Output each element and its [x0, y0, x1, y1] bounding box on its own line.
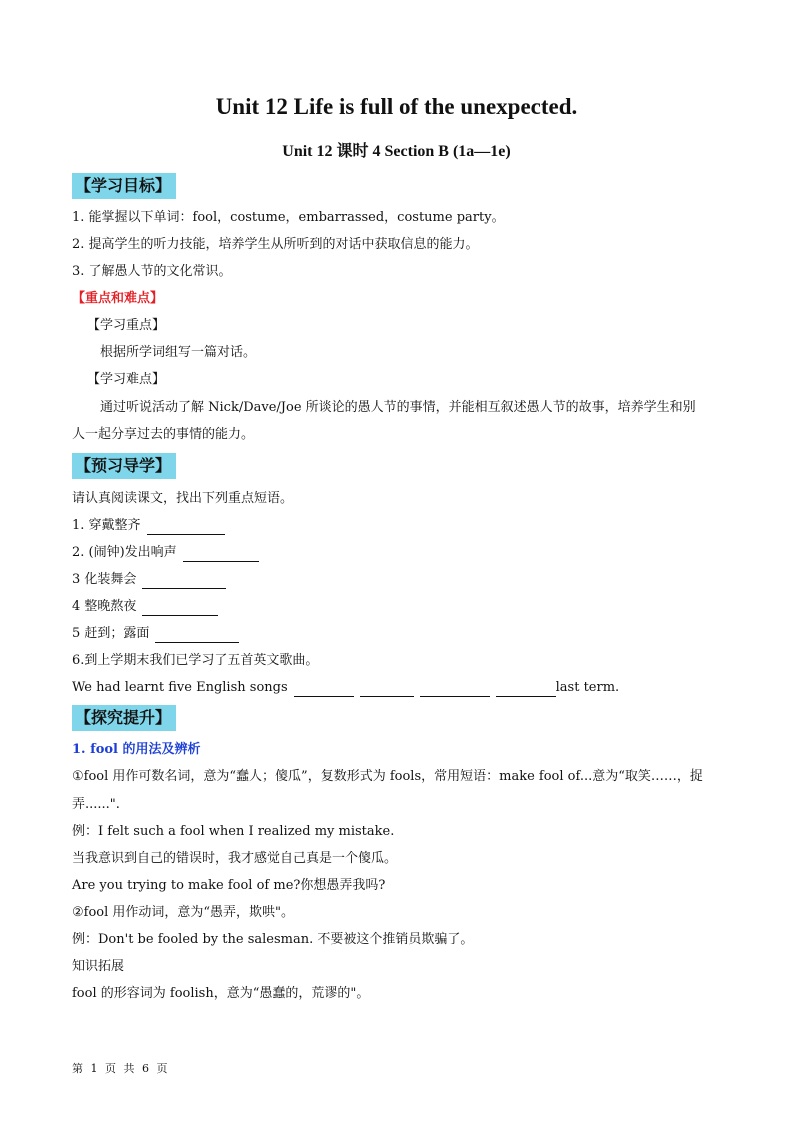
difficulty-text: 通过听说活动了解 Nick/Dave/Joe 所谈论的愚人节的事情，并能相互叙述愚人节的故事，培养学生和别 — [100, 400, 696, 415]
section-heading-preview: 【预习导学】 — [72, 453, 176, 479]
preview-item-text: 5 赶到；露面 — [72, 626, 150, 641]
page-footer: 第 1 页 共 6 页 — [72, 1062, 170, 1075]
answer-blank[interactable] — [183, 548, 259, 562]
answer-blank[interactable] — [142, 602, 218, 616]
point-title: 1. fool 的用法及辨析 — [72, 742, 201, 757]
goal-item: 1. 能掌握以下单词：fool，costume，embarrassed，costume party。 — [72, 210, 505, 225]
document-subtitle: Unit 12 课时 4 Section B (1a—1e) — [282, 143, 511, 160]
explore-line: ②fool 用作动词，意为“愚弄，欺哄"。 — [72, 905, 295, 920]
section-heading-key-points: 【重点和难点】 — [72, 291, 164, 306]
explore-line: 弄......". — [72, 797, 120, 812]
explore-line: 例：Don't be fooled by the salesman. 不要被这个推销员欺骗了。 — [72, 932, 474, 947]
sentence-end: last term. — [555, 680, 620, 695]
answer-blank[interactable] — [496, 683, 556, 697]
explore-line: Are you trying to make fool of me?你想愚弄我吗? — [72, 878, 386, 893]
preview-item — [72, 625, 239, 643]
preview-item — [72, 517, 225, 535]
translation-sentence — [72, 679, 619, 697]
preview-item-text: 4 整晚熬夜 — [72, 599, 137, 614]
difficulty-text-cont: 人一起分享过去的事情的能力。 — [72, 427, 255, 442]
answer-blank[interactable] — [155, 629, 239, 643]
preview-item-6: 6.到上学期末我们已学习了五首英文歌曲。 — [72, 653, 319, 668]
answer-blank[interactable] — [360, 683, 414, 697]
focus-label: 【学习重点】 — [87, 318, 166, 333]
answer-blank[interactable] — [294, 683, 354, 697]
answer-blank[interactable] — [147, 521, 225, 535]
explore-line: 当我意识到自己的错误时，我才感觉自己真是一个傻瓜。 — [72, 851, 398, 866]
preview-intro: 请认真阅读课文，找出下列重点短语。 — [72, 491, 294, 506]
preview-item — [72, 598, 218, 616]
sentence-start: We had learnt five English songs — [72, 680, 288, 695]
preview-item-text: 2. (闹钟)发出响声 — [72, 545, 177, 560]
section-heading-goals: 【学习目标】 — [72, 173, 176, 199]
document-title: Unit 12 Life is full of the unexpected. — [215, 94, 578, 119]
goal-item: 3. 了解愚人节的文化常识。 — [72, 264, 232, 279]
explore-line: 知识拓展 — [72, 959, 125, 974]
explore-line: 例：I felt such a fool when I realized my mistake. — [72, 824, 395, 839]
preview-item-text: 3 化装舞会 — [72, 572, 137, 587]
preview-item — [72, 571, 226, 589]
explore-line: fool 的形容词为 foolish，意为“愚蠢的，荒谬的"。 — [72, 986, 370, 1001]
section-heading-explore: 【探究提升】 — [72, 705, 176, 731]
preview-item-text: 1. 穿戴整齐 — [72, 518, 141, 533]
difficulty-label: 【学习难点】 — [87, 372, 166, 387]
answer-blank[interactable] — [420, 683, 490, 697]
preview-item — [72, 544, 259, 562]
explore-line: ①fool 用作可数名词，意为“蠢人；傻瓜”，复数形式为 fools，常用短语：make fool of...意为“取笑……，捉 — [72, 769, 703, 784]
answer-blank[interactable] — [142, 575, 226, 589]
goal-item: 2. 提高学生的听力技能，培养学生从所听到的对话中获取信息的能力。 — [72, 237, 479, 252]
focus-text: 根据所学词组写一篇对话。 — [100, 345, 257, 360]
